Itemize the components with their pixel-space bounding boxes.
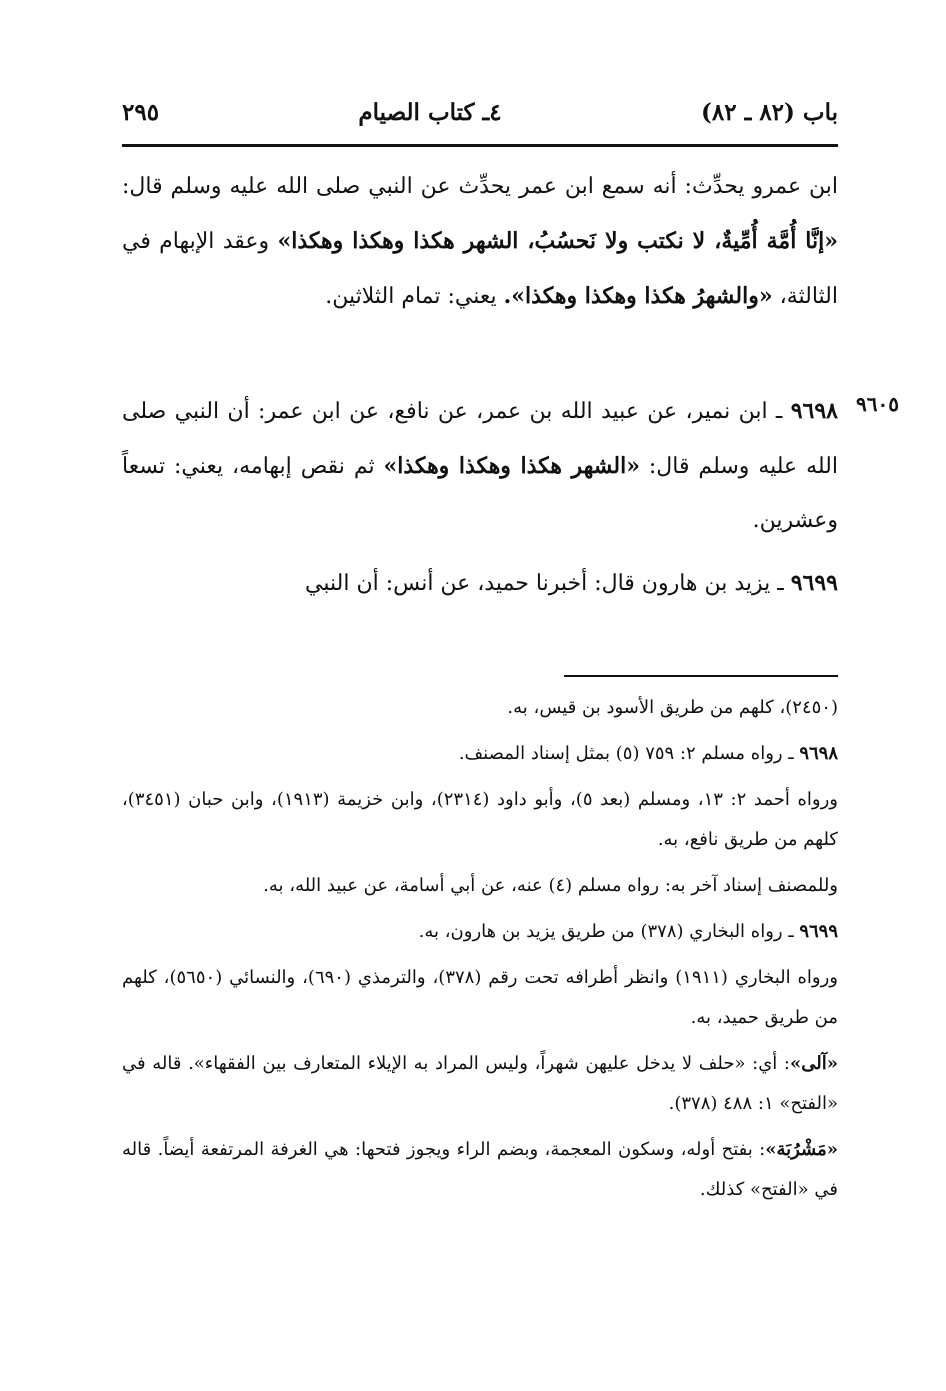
footnote: ورواه أحمد ٢: ١٣، ومسلم (بعد ٥)، وأبو داود (٢٣١٤)، وابن خزيمة (١٩١٣)، وابن حبان (٣٤٥١)، كلهم من طريق نافع، به. [122,789,838,850]
continuation-end: يعني: تمام الثلاثين. [325,284,497,309]
hadith-text: ـ ابن نمير، عن عبيد الله بن عمر، عن نافع، عن ابن عمر: أن النبي صلى الله عليه وسلم قال: [122,399,838,479]
margin-hadith-number: ٩٦٠٥ [856,392,899,416]
chapter-reference: باب (٨٢ ـ ٨٢) [700,98,838,126]
footnote: ورواه البخاري (١٩١١) وانظر أطرافه تحت رقم (٣٧٨)، والترمذي (٦٩٠)، والنسائي (٥٦٥٠)، كلهم من طريق حميد، به. [122,967,839,1028]
footnote: (٢٤٥٠)، كلهم من طريق الأسود بن قيس، به. [507,697,838,718]
hadith-continuation [122,160,838,324]
footnote-separator [564,675,838,677]
continuation-quote-1: «إنَّا أُمَّة أُمِّيةٌ، لا نكتب ولا نَحسُبُ، الشهر هكذا وهكذا وهكذا» [277,228,838,254]
book-title: ٤ـ كتاب الصيام [358,98,502,126]
hadith-number: ٩٦٩٩ [790,570,838,596]
hadith-quote: «الشهر هكذا وهكذا وهكذا» [383,453,640,479]
footnote: ٩٦٩٩ ـ رواه البخاري (٣٧٨) من طريق يزيد بن هارون، به. [418,921,838,942]
footnotes [122,688,838,1216]
running-header [122,88,838,136]
footnote: ٩٦٩٨ ـ رواه مسلم ٢: ٧٥٩ (٥) بمثل إسناد المصنف. [458,743,838,764]
hadith-9698 [122,384,838,548]
footnote: «آلى»: أي: «حلف لا يدخل عليهن شهراً، وليس المراد به الإيلاء المتعارف بين الفقهاء». قاله في «الفتح» ١: ٤٨٨ (٣٧٨). [122,1053,838,1114]
hadith-text: ـ يزيد بن هارون قال: أخبرنا حميد، عن أنس: أن النبي [305,571,791,596]
footnote: وللمصنف إسناد آخر به: رواه مسلم (٤) عنه، عن أبي أسامة، عن عبيد الله، به. [263,875,838,896]
footnote: «مَشْرُبَة»: بفتح أوله، وسكون المعجمة، وبضم الراء ويجوز فتحها: هي الغرفة المرتفعة أيضاً. قاله في «الفتح» كذلك. [122,1139,838,1200]
header-rule [122,144,838,147]
continuation-intro: ابن عمرو يحدِّث: أنه سمع ابن عمر يحدِّث عن النبي صلى الله عليه وسلم قال: [122,174,838,199]
hadith-9699 [122,556,838,611]
continuation-mid: وعقد الإبهام في الثالثة، [122,229,838,309]
continuation-quote-2: «والشهرُ هكذا وهكذا وهكذا». [503,283,773,309]
hadith-text-end: ثم نقص إبهامه، يعني: تسعاً وعشرين. [122,454,838,533]
page-number: ٢٩٥ [122,98,160,126]
hadith-number: ٩٦٩٨ [790,398,838,424]
